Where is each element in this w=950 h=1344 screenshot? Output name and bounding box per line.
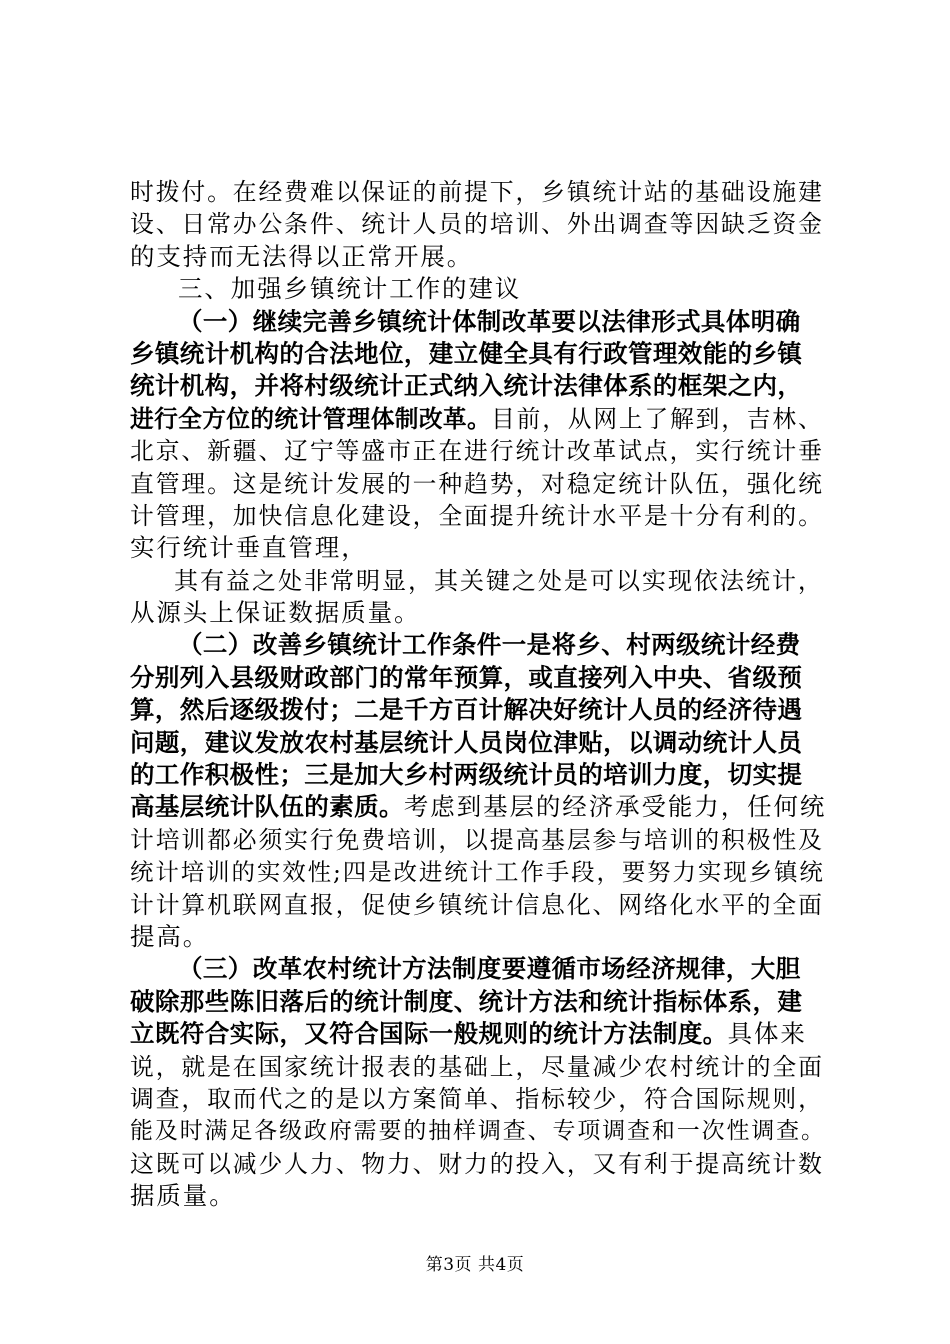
text-line bbox=[130, 824, 830, 856]
text-line bbox=[130, 759, 830, 791]
text-run: 提高。 bbox=[130, 921, 210, 951]
text-run: 从源头上保证数据质量。 bbox=[130, 598, 421, 628]
text-run: 目前，从网上了解到，吉林、 bbox=[491, 404, 824, 433]
text-line bbox=[130, 208, 830, 240]
text-run: 说，就是在国家统计报表的基础上，尽量减少农村统计的全面 bbox=[130, 1052, 824, 1081]
text-line bbox=[130, 403, 830, 435]
text-run: 调查，取而代之的是以方案简单、指标较少，符合国际规则， bbox=[130, 1084, 824, 1113]
text-line bbox=[130, 921, 830, 953]
bold-text-run: （二）改善乡镇统计工作条件一是将乡、村两级统计经费 bbox=[178, 630, 801, 660]
text-line bbox=[130, 953, 830, 985]
bold-text-run: （三）改革农村统计方法制度要遵循市场经济规律，大胆 bbox=[178, 954, 801, 984]
text-run: 据质量。 bbox=[130, 1181, 236, 1211]
bold-text-run: （一）继续完善乡镇统计体制改革要以法律形式具体明确 bbox=[178, 306, 801, 336]
text-line bbox=[130, 565, 830, 597]
text-run: 时拨付。在经费难以保证的前提下，乡镇统计站的基础设施建 bbox=[130, 178, 824, 206]
bold-text-run: 算，然后逐级拨付；二是千方百计解决好统计人员的经济待遇 bbox=[130, 695, 803, 725]
text-line bbox=[130, 532, 830, 564]
bold-text-run: 问题，建议发放农村基层统计人员岗位津贴，以调动统计人员 bbox=[130, 727, 803, 757]
text-line bbox=[130, 1083, 830, 1115]
bold-text-run: 立既符合实际，又符合国际一般规则的统计方法制度。 bbox=[130, 1019, 728, 1049]
text-run: 能及时满足各级政府需要的抽样调查、专项调查和一次性调查。 bbox=[130, 1118, 826, 1145]
text-line bbox=[130, 629, 830, 661]
text-line bbox=[130, 791, 830, 823]
text-run: 计管理，加快信息化建设，全面提升统计水平是十分有利的。 bbox=[130, 501, 824, 530]
text-run: 计计算机联网直报，促使乡镇统计信息化、网络化水平的全面 bbox=[130, 890, 824, 919]
text-line bbox=[130, 241, 830, 273]
text-run: 这既可以减少人力、物力、财力的投入，又有利于提高统计数 bbox=[130, 1149, 824, 1178]
document-body bbox=[130, 176, 830, 1213]
text-line bbox=[130, 727, 830, 759]
text-line bbox=[130, 856, 830, 888]
text-line bbox=[130, 273, 830, 305]
text-run: 实行统计垂直管理， bbox=[130, 533, 368, 563]
text-run: 北京、新疆、辽宁等盛市正在进行统计改革试点，实行统计垂 bbox=[130, 437, 824, 466]
text-line bbox=[130, 889, 830, 921]
text-line bbox=[130, 1018, 830, 1050]
text-line bbox=[130, 468, 830, 500]
bold-text-run: 破除那些陈旧落后的统计制度、统计方法和统计指标体系，建 bbox=[130, 986, 803, 1016]
page-footer: 第3页 共4页 bbox=[425, 1255, 525, 1275]
text-line bbox=[130, 1180, 830, 1212]
text-run: 设、日常办公条件、统计人员的培训、外出调查等因缺乏资金 bbox=[130, 210, 824, 239]
text-run: 考虑到基层的经济承受能力，任何统 bbox=[403, 792, 827, 822]
text-run: 三、加强乡镇统计工作的建议 bbox=[178, 274, 522, 304]
bold-text-run: 的工作积极性；三是加大乡村两级统计员的培训力度，切实提 bbox=[130, 760, 803, 790]
text-run: 其有益之处非常明显，其关键之处是可以实现依法统计， bbox=[174, 566, 824, 595]
text-run: 统计培训的实效性;四是改进统计工作手段，要努力实现乡镇统 bbox=[130, 858, 825, 887]
bold-text-run: 分别列入县级财政部门的常年预算，或直接列入中央、省级预 bbox=[130, 662, 803, 692]
text-line bbox=[130, 500, 830, 532]
text-line bbox=[130, 338, 830, 370]
text-line bbox=[130, 662, 830, 694]
text-line bbox=[130, 1148, 830, 1180]
bold-text-run: 进行全方位的统计管理体制改革。 bbox=[130, 404, 492, 433]
text-line bbox=[130, 694, 830, 726]
text-run: 直管理。这是统计发展的一种趋势，对稳定统计队伍，强化统 bbox=[130, 469, 824, 498]
text-line bbox=[130, 986, 830, 1018]
text-run: 具体来 bbox=[727, 1019, 807, 1049]
text-run: 计培训都必须实行免费培训，以提高基层参与培训的积极性及 bbox=[130, 825, 824, 854]
text-line bbox=[130, 597, 830, 629]
text-run: 的支持而无法得以正常开展。 bbox=[130, 241, 474, 271]
text-line bbox=[130, 306, 830, 338]
text-line bbox=[130, 1051, 830, 1083]
text-line bbox=[130, 435, 830, 467]
bold-text-run: 乡镇统计机构的合法地位，建立健全具有行政管理效能的乡镇 bbox=[130, 338, 803, 368]
text-line bbox=[130, 1115, 830, 1147]
text-line bbox=[130, 176, 830, 208]
text-line bbox=[130, 370, 830, 402]
bold-text-run: 统计机构，并将村级统计正式纳入统计法律体系的框架之内， bbox=[130, 371, 803, 401]
bold-text-run: 高基层统计队伍的素质。 bbox=[130, 792, 404, 822]
